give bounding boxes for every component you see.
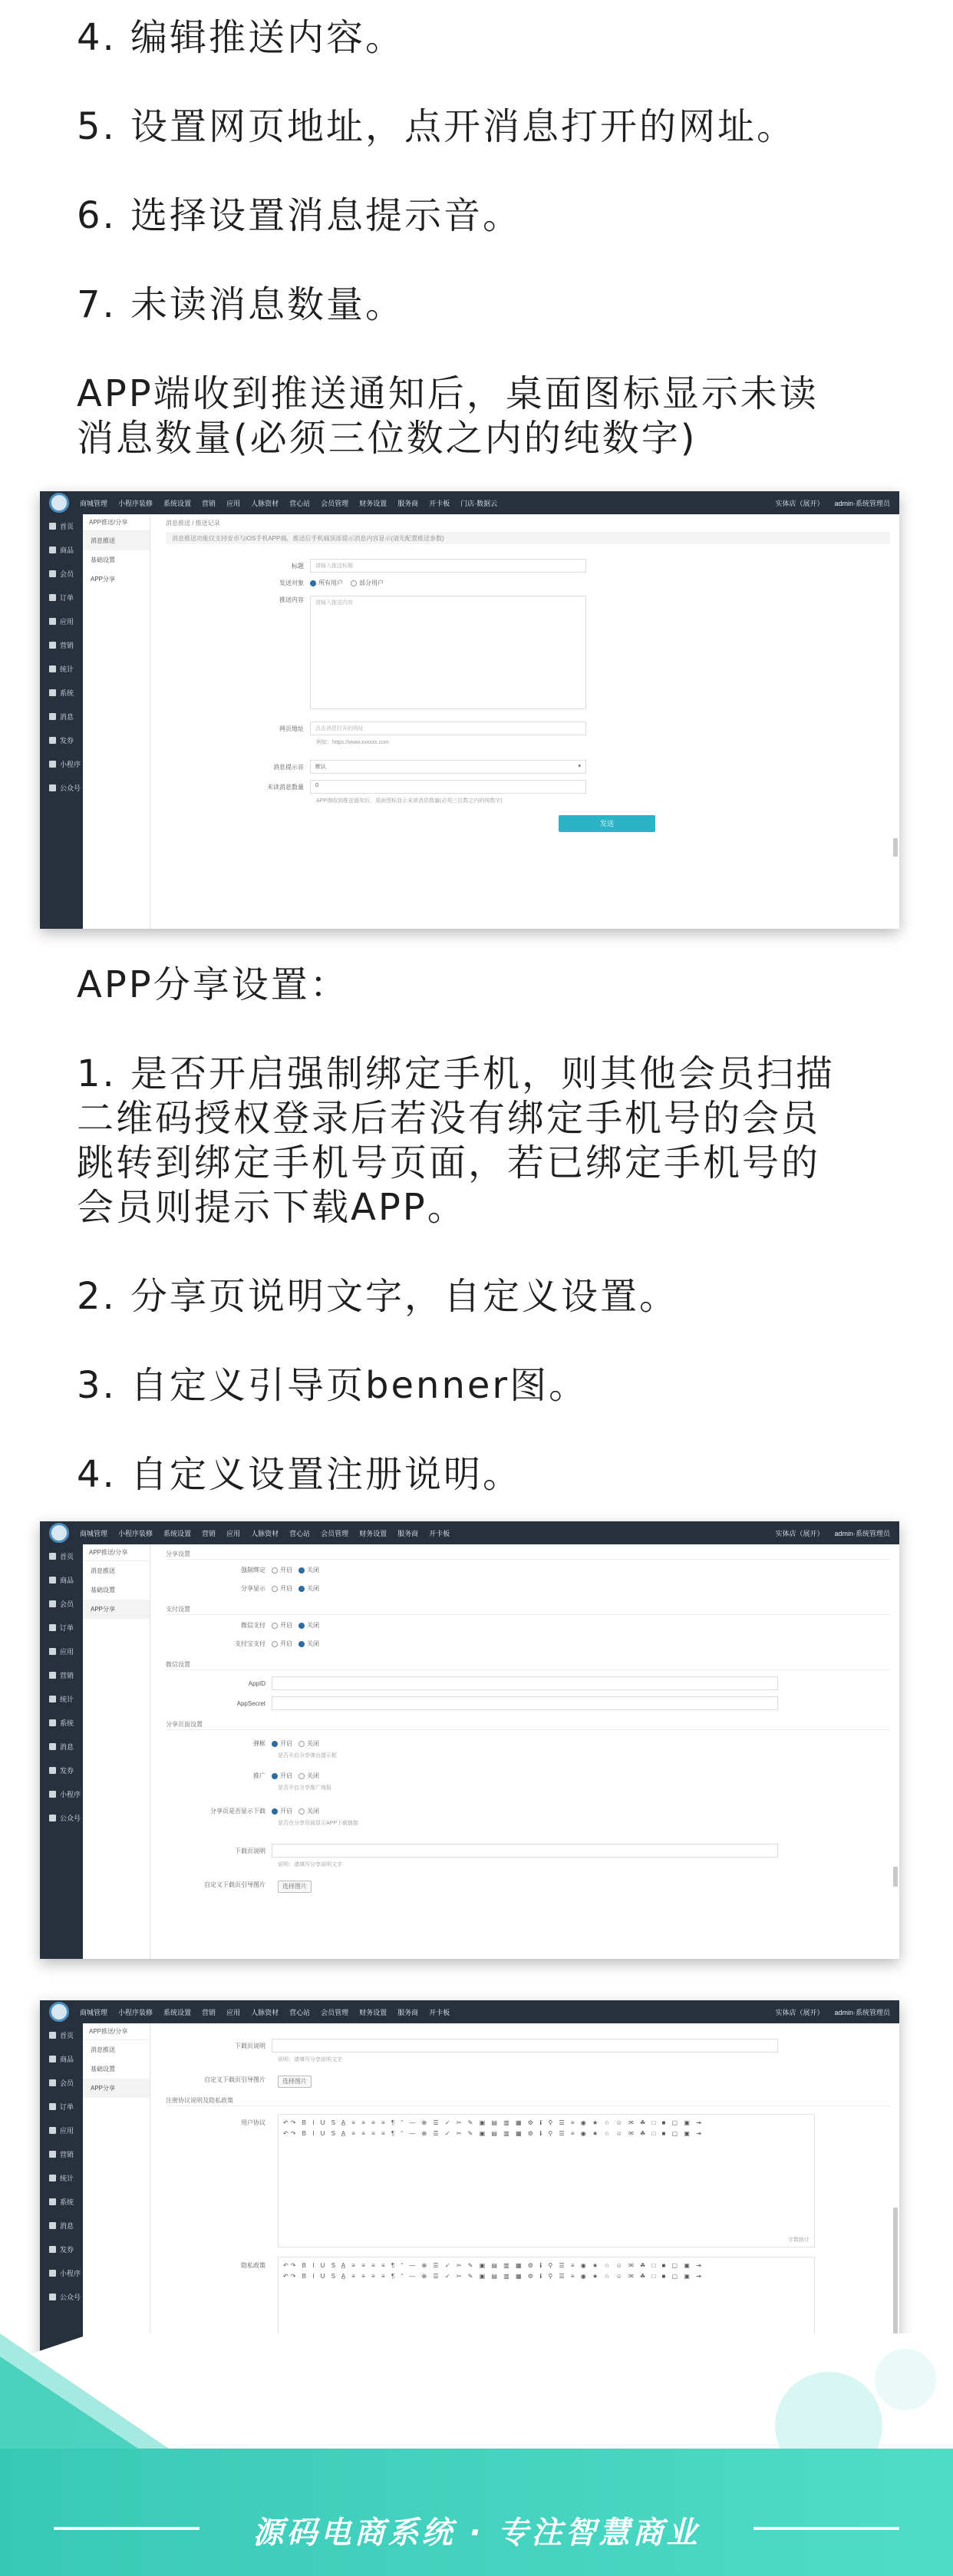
store-switch[interactable]: 实体店（展开） [775,1529,824,1537]
top-navbar [40,2000,899,2023]
word-count: 字数统计 [788,2237,810,2243]
content-label: 推送内容 [279,596,304,603]
force-bind-off-radio[interactable]: 关闭 [298,1566,319,1574]
sidebar-item-coupon[interactable]: 发券 [40,2237,83,2261]
nav-item[interactable]: 小程序装修 [118,499,153,507]
url-label: 网页地址 [279,725,304,732]
subnav-item-share[interactable]: APP分享 [83,2079,150,2098]
url-help: 例如：https://www.xxxxxx.com [316,740,389,745]
nav-item[interactable]: 小程序装修 [118,2008,153,2016]
popup-label: 弹框 [253,1740,265,1747]
sidebar-item-home[interactable]: 首页 [40,2023,83,2047]
ali-pay-label: 支付宝支付 [235,1640,265,1647]
goods-icon [49,1577,56,1584]
nav-item[interactable]: 营心站 [289,499,311,507]
main-content [157,1544,899,1959]
sidebar-item-marketing[interactable]: 营销 [40,1663,83,1687]
nav-item[interactable]: 人脉资材 [251,499,279,507]
share-show-on-radio[interactable]: 开启 [272,1584,292,1593]
member-icon [49,2079,56,2086]
title-label: 标题 [292,562,304,570]
section-agreement: 注册协议说明及隐私政策 [166,2094,890,2106]
choose-image-button[interactable]: 选择图片 [278,2076,312,2088]
appsecret-input[interactable] [272,1696,778,1710]
popup-off-radio[interactable]: 关闭 [298,1739,319,1748]
sidebar-item-apps[interactable]: 应用 [40,1640,83,1663]
marketing-icon [49,2151,56,2158]
main-content [157,514,899,929]
sidebar-item-stats[interactable]: 统计 [40,1687,83,1711]
chart-icon [49,1696,56,1702]
sidebar-item-goods[interactable]: 商品 [40,1568,83,1592]
info-notice: 消息推送功能仅支持安卓与iOS手机APP端，推送后手机端顶部提示消息内容显示(请先配置推送参数) [166,532,890,544]
force-bind-on-radio[interactable]: 开启 [272,1566,292,1574]
privacy-label: 隐私政策 [241,2262,265,2269]
nav-item[interactable]: 应用 [226,2008,241,2016]
scrollbar[interactable] [893,1867,898,1887]
miniapp-icon [49,761,56,768]
apps-icon [49,618,56,625]
screenshot-share-settings [40,1521,899,1959]
nav-item[interactable]: 财务设置 [359,2008,387,2016]
cart-icon [49,2103,56,2110]
sidebar-item-order[interactable]: 订单 [40,586,83,609]
show-download-off-radio[interactable]: 关闭 [298,1807,319,1815]
promo-on-radio[interactable]: 开启 [272,1772,292,1780]
sidebar-item-apps[interactable]: 应用 [40,2119,83,2142]
editor-toolbar-row-2[interactable]: ↶↷ B I U S A̲ ≡ ≡ ≡ ≡ ¶ “ — ⊕ ☰ ✓ ✂ ✎ ▣ ▤ ▥ ▦ ⚙ ℹ ⚲ ☰ ≡ ◉ ★ ☆ ☺ ✉ ☘ □ ■ ▢ ▣ ⇥ [283,2273,704,2280]
home-icon [49,1553,56,1560]
subnav-item-basic[interactable]: 基础设置 [91,1587,115,1593]
sidebar-item-order[interactable]: 订单 [40,2095,83,2119]
sidebar-item-marketing[interactable]: 营销 [40,2142,83,2166]
nav-item[interactable]: 开卡板 [429,1529,450,1537]
gear-icon [49,2198,56,2205]
user-menu[interactable]: admin·系统管理员 [834,2008,890,2016]
sub-navigation [83,514,150,929]
nav-item[interactable]: 开卡板 [429,499,450,507]
subnav-item-push[interactable]: 消息推送 [91,1567,115,1574]
download-desc-help: 说明：请填写分享说明文字 [278,2057,342,2062]
share-3-text: 3. 自定义引导页benner图。 [77,1364,589,1407]
chart-icon [49,2175,56,2181]
target-label: 发送对象 [279,580,304,586]
editor-toolbar-row-2[interactable]: ↶↷ B I U S A̲ ≡ ≡ ≡ ≡ ¶ “ — ⊕ ☰ ✓ ✂ ✎ ▣ ▤ ▥ ▦ ⚙ ℹ ⚲ ☰ ≡ ◉ ★ ☆ ☺ ✉ ☘ □ ■ ▢ ▣ ⇥ [283,2130,704,2137]
nav-item[interactable]: 财务设置 [359,499,387,507]
appid-label: AppID [248,1679,265,1687]
miniapp-icon [49,2270,56,2277]
share-4-text: 4. 自定义设置注册说明。 [77,1453,523,1496]
nav-item[interactable]: 开卡板 [429,2008,450,2016]
cart-icon [49,594,56,601]
nav-item[interactable]: 营心站 [289,1529,311,1537]
member-icon [49,1600,56,1607]
nav-item[interactable]: 会员管理 [321,1529,349,1537]
logo-icon [49,493,69,513]
guide-image-label: 自定义下载页引导图片 [204,2076,265,2083]
sidebar-item-member[interactable]: 会员 [40,1592,83,1616]
download-desc-label: 下载页说明 [235,1847,265,1854]
user-menu[interactable]: admin·系统管理员 [834,499,890,507]
show-download-on-radio[interactable]: 开启 [272,1807,292,1815]
editor-toolbar[interactable]: ↶↷ B I U S A̲ ≡ ≡ ≡ ≡ ¶ “ — ⊕ ☰ ✓ ✂ ✎ ▣ ▤ ▥ ▦ ⚙ ℹ ⚲ ☰ ≡ ◉ ★ ☆ ☺ ✉ ☘ □ ■ ▢ ▣ ⇥ [283,2262,704,2269]
message-icon [49,1743,56,1750]
share-1-line-2: 二维码授权登录后若没有绑定手机号的会员 [77,1097,821,1140]
nav-item[interactable]: 会员管理 [321,499,349,507]
share-1-line-1: 1. 是否开启强制绑定手机，则其他会员扫描 [77,1052,836,1095]
sub-navigation [83,1544,150,1959]
nav-item[interactable]: 财务设置 [359,1529,387,1537]
sidebar-item-goods[interactable]: 商品 [40,538,83,562]
member-icon [49,570,56,577]
step-4-text: 4. 编辑推送内容。 [77,16,405,59]
marketing-icon [49,1672,56,1679]
nav-item[interactable]: 服务商 [397,1529,419,1537]
home-icon [49,2032,56,2039]
sidebar-item-coupon[interactable]: 发券 [40,1759,83,1782]
subnav-item-push[interactable]: 消息推送 [91,2046,115,2053]
share-2-text: 2. 分享页说明文字，自定义设置。 [77,1275,679,1318]
subnav-item-share[interactable]: APP分享 [83,1600,150,1619]
app-badge-text-1: APP端收到推送通知后，桌面图标显示未读 [77,372,819,415]
ali-pay-off-radio[interactable]: 关闭 [298,1640,319,1648]
step-7-text: 7. 未读消息数量。 [77,283,405,326]
download-desc-label: 下载页说明 [235,2042,265,2049]
appid-input[interactable] [272,1676,778,1690]
message-icon [49,713,56,720]
sidebar-item-official[interactable]: 公众号 [40,1806,83,1830]
wx-pay-off-radio[interactable]: 关闭 [298,1621,319,1630]
official-account-icon [49,2294,56,2300]
store-switch[interactable]: 实体店（展开） [775,2008,824,2016]
user-agreement-label: 用户协议 [241,2119,265,2126]
apps-icon [49,1648,56,1655]
title-input[interactable]: 请输入推送标题 [310,559,586,573]
share-show-off-radio[interactable]: 关闭 [298,1584,319,1593]
badge-input[interactable]: 0 [310,780,586,794]
footer-slogan: 源码电商系统 · 专注智慧商业 [252,2515,701,2551]
left-sidebar [40,514,83,929]
logo-icon [49,2002,69,2022]
coupon-icon [49,1767,56,1774]
wx-pay-label: 微信支付 [241,1622,265,1629]
nav-item[interactable]: 服务商 [397,499,419,507]
top-nav-menu [80,498,775,508]
sidebar-item-miniapp[interactable]: 小程序 [40,1782,83,1806]
promo-label: 推广 [253,1772,265,1779]
sidebar-item-official[interactable]: 公众号 [40,2285,83,2309]
download-desc-input[interactable] [272,2039,778,2053]
home-icon [49,523,56,530]
step-5-text: 5. 设置网页地址，点开消息打开的网址。 [77,105,796,148]
wx-pay-on-radio[interactable]: 开启 [272,1621,292,1630]
cart-icon [49,1624,56,1631]
nav-item[interactable]: 营销 [202,499,216,507]
nav-item[interactable]: 人脉资材 [251,2008,279,2016]
content-textarea[interactable]: 请输入推送内容 [310,596,586,709]
miniapp-icon [49,1791,56,1798]
sidebar-item-order[interactable]: 订单 [40,1616,83,1640]
sidebar-item-system[interactable]: 系统 [40,1711,83,1735]
share-title: APP分享设置： [77,963,349,1006]
promo-off-radio[interactable]: 关闭 [298,1772,319,1780]
sound-label: 消息提示音 [273,763,304,771]
section-pay: 支付设置 [166,1603,890,1615]
user-menu[interactable]: admin·系统管理员 [834,1529,890,1537]
nav-item[interactable]: 门店·数据云 [460,499,498,507]
sound-select[interactable]: 默认 ▾ [310,760,586,774]
sidebar-item-miniapp[interactable]: 小程序 [40,752,83,776]
nav-item[interactable]: 系统设置 [163,499,192,507]
subnav-item-push[interactable]: 消息推送 [83,531,150,550]
guide-image-label: 自定义下载页引导图片 [204,1881,265,1888]
sidebar-item-home[interactable]: 首页 [40,514,83,538]
nav-item[interactable]: 应用 [226,499,241,507]
nav-item[interactable]: 应用 [226,1529,241,1537]
scrollbar[interactable] [893,838,898,857]
subnav-item-basic[interactable]: 基础设置 [91,2066,115,2072]
chart-icon [49,665,56,672]
nav-item[interactable]: 营销 [202,1529,216,1537]
appsecret-label: AppSecret [236,1699,265,1707]
section-share: 分享设置 [166,1547,890,1560]
force-bind-label: 强制绑定 [241,1567,265,1574]
sidebar-item-stats[interactable]: 统计 [40,2166,83,2190]
sidebar-item-member[interactable]: 会员 [40,562,83,586]
nav-item[interactable]: 小程序装修 [118,1529,153,1537]
coupon-icon [49,2246,56,2253]
nav-item[interactable]: 系统设置 [163,2008,192,2016]
nav-item[interactable]: 人脉资材 [251,1529,279,1537]
nav-item[interactable]: 会员管理 [321,2008,349,2016]
nav-item[interactable]: 商城管理 [80,499,108,507]
url-input[interactable]: 点击消息打开的网址 [310,722,586,735]
share-1-line-4: 会员则提示下载APP。 [77,1186,467,1229]
subnav-item-share[interactable]: APP分享 [91,576,116,583]
message-icon [49,2222,56,2229]
sidebar-item-message[interactable]: 消息 [40,705,83,728]
target-all-radio[interactable]: 所有用户 [310,579,343,587]
sidebar-item-official[interactable]: 公众号 [40,776,83,800]
share-1-line-3: 跳转到绑定手机号页面，若已绑定手机号的 [77,1141,821,1184]
show-download-help: 是否在分享页面显示APP下载链接 [278,1821,359,1826]
sidebar-item-goods[interactable]: 商品 [40,2047,83,2071]
sidebar-item-message[interactable]: 消息 [40,1735,83,1759]
sidebar-item-apps[interactable]: 应用 [40,609,83,633]
show-download-label: 分享页是否显示下载 [210,1808,265,1815]
sidebar-item-miniapp[interactable]: 小程序 [40,2261,83,2285]
sidebar-item-member[interactable]: 会员 [40,2071,83,2095]
choose-image-button[interactable]: 选择图片 [278,1881,312,1893]
nav-item[interactable]: 系统设置 [163,1529,192,1537]
app-badge-text-2: 消息数量(必须三位数之内的纯数字) [77,417,697,460]
subnav-header: APP推送/分享 [83,1544,150,1561]
gear-icon [49,689,56,696]
goods-icon [49,2056,56,2062]
nav-item[interactable]: 服务商 [397,2008,419,2016]
target-part-radio[interactable]: 部分用户 [351,579,384,587]
sidebar-item-marketing[interactable]: 营销 [40,633,83,657]
download-desc-input[interactable] [272,1844,778,1858]
top-navbar [40,1521,899,1544]
sidebar-item-system[interactable]: 系统 [40,681,83,705]
gear-icon [49,1719,56,1726]
subnav-item-basic[interactable]: 基础设置 [91,556,115,563]
badge-label: 未读消息数量 [267,783,304,791]
promo-help: 是否开启分享推广海报 [278,1785,331,1791]
screenshot-push-form [40,491,899,929]
section-share-page: 分享页面设置 [166,1718,890,1730]
nav-item[interactable]: 商城管理 [80,1529,108,1537]
badge-help: APP端收到推送通知后，桌面图标显示未读消息数量(必须三位数之内的纯数字) [316,798,503,804]
nav-item[interactable]: 营心站 [289,2008,311,2016]
ali-pay-on-radio[interactable]: 开启 [272,1640,292,1648]
subnav-header: APP推送/分享 [83,2023,150,2040]
editor-toolbar[interactable]: ↶↷ B I U S A̲ ≡ ≡ ≡ ≡ ¶ “ — ⊕ ☰ ✓ ✂ ✎ ▣ ▤ ▥ ▦ ⚙ ℹ ⚲ ☰ ≡ ◉ ★ ☆ ☺ ✉ ☘ □ ■ ▢ ▣ ⇥ [283,2119,704,2126]
share-show-label: 分享显示 [241,1585,265,1592]
send-button[interactable]: 发送 [559,815,655,832]
download-desc-help: 说明：请填写分享说明文字 [278,1862,342,1868]
chevron-down-icon: ▾ [578,764,581,769]
popup-on-radio[interactable]: 开启 [272,1739,292,1748]
nav-item[interactable]: 营销 [202,2008,216,2016]
sidebar-item-coupon[interactable]: 发券 [40,728,83,752]
footer-banner [0,2333,953,2576]
subnav-header: APP推送/分享 [83,514,150,531]
sidebar-item-system[interactable]: 系统 [40,2190,83,2214]
user-agreement-editor[interactable] [278,2114,815,2247]
coupon-icon [49,737,56,744]
goods-icon [49,547,56,553]
official-account-icon [49,1815,56,1821]
logo-icon [49,1523,69,1543]
store-switch[interactable]: 实体店（展开） [775,499,824,507]
breadcrumb: 消息推送 / 推送记录 [166,520,220,527]
sidebar-item-message[interactable]: 消息 [40,2214,83,2237]
popup-help: 是否开启分享弹出提示框 [278,1753,337,1759]
top-navbar [40,491,899,514]
section-wechat: 微信设置 [166,1658,890,1670]
nav-item[interactable]: 商城管理 [80,2008,108,2016]
apps-icon [49,2127,56,2134]
official-account-icon [49,784,56,791]
marketing-icon [49,642,56,649]
sidebar-item-home[interactable]: 首页 [40,1544,83,1568]
step-6-text: 6. 选择设置消息提示音。 [77,194,523,237]
left-sidebar [40,1544,83,1959]
sidebar-item-stats[interactable]: 统计 [40,657,83,681]
